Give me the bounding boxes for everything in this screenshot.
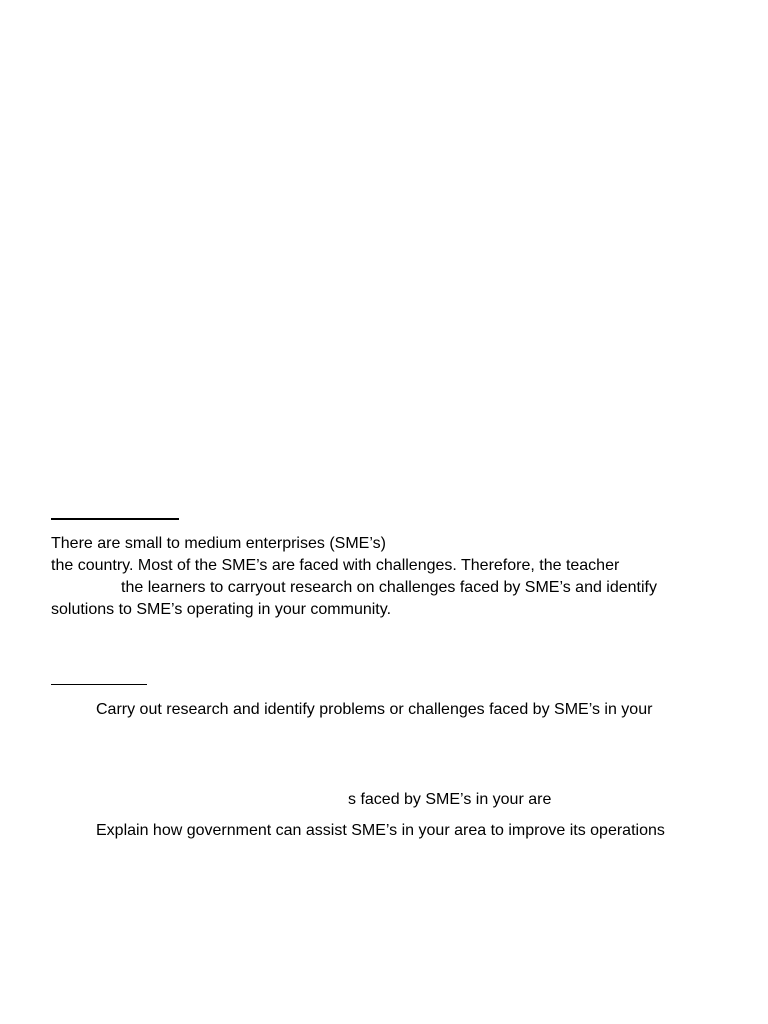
paragraph-line: the country. Most of the SME’s are faced with challenges. Therefore, the teacher: [51, 557, 620, 574]
paragraph-line: the learners to carryout research on challenges faced by SME’s and identify: [121, 579, 657, 596]
section-heading-underline: [51, 518, 179, 520]
tasks-heading-underline: [51, 684, 147, 685]
paragraph-line: solutions to SME’s operating in your community.: [51, 601, 392, 618]
task-item: Carry out research and identify problems or challenges faced by SME’s in your: [96, 701, 653, 718]
task-item: Explain how government can assist SME’s in your area to improve its operations: [96, 822, 665, 839]
task-item-fragment: s faced by SME’s in your are: [348, 791, 552, 808]
paragraph-line: There are small to medium enterprises (SME’s): [51, 535, 386, 552]
